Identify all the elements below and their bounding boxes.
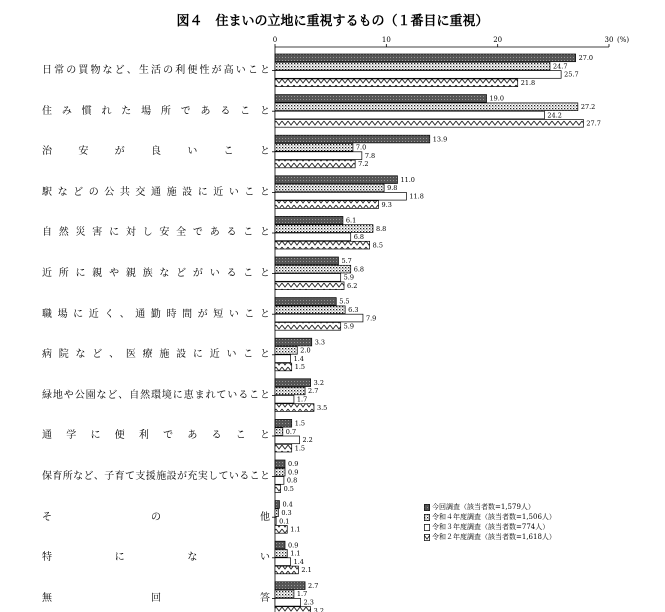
legend-swatch — [424, 524, 430, 531]
data-label: 2.7 — [308, 387, 319, 396]
bar — [275, 135, 430, 143]
legend-item — [424, 512, 556, 522]
data-label: 1.1 — [290, 549, 301, 558]
bar — [275, 387, 305, 395]
bar — [275, 607, 311, 612]
bar — [275, 566, 298, 574]
data-label: 6.2 — [347, 282, 358, 290]
bar — [275, 71, 561, 79]
bar — [275, 103, 578, 111]
bar — [275, 379, 311, 387]
data-label: 3.2 — [313, 378, 324, 387]
category-label: 無回答 — [42, 592, 270, 604]
category-label: 自然災害に対し安全であること — [42, 227, 270, 239]
legend-label: 今回調査（該当者数=1,579人） — [432, 503, 535, 511]
data-label: 1.7 — [296, 590, 308, 599]
data-label: 7.9 — [365, 314, 377, 323]
bar — [275, 298, 336, 306]
data-label: 5.9 — [343, 273, 355, 282]
data-label: 27.0 — [578, 54, 594, 63]
data-label: 21.8 — [520, 79, 536, 87]
data-label: 0.7 — [285, 427, 297, 436]
data-label: 8.8 — [375, 224, 387, 233]
legend-label: 令和２年度調査（該当者数=1,618人） — [432, 533, 556, 541]
bar — [275, 95, 487, 103]
category-label: 保育所など、子育て支援施設が充実していること — [42, 471, 270, 482]
data-label: 2.0 — [300, 346, 311, 355]
category-label: 駅などの公共交通施設に近いこと — [42, 186, 270, 198]
bar — [275, 233, 351, 241]
data-label: 6.1 — [345, 216, 357, 225]
legend-label: 令和４年度調査（該当者数=1,506人） — [432, 513, 556, 521]
bar — [275, 241, 370, 249]
bar — [275, 184, 384, 192]
bar — [275, 582, 305, 590]
bar — [275, 176, 397, 184]
data-label: 24.7 — [552, 62, 568, 71]
bar — [275, 201, 379, 209]
bar — [275, 152, 362, 160]
bar — [275, 404, 314, 412]
data-label: 0.4 — [282, 500, 293, 509]
data-label: 3.5 — [316, 403, 328, 412]
legend-swatch — [424, 534, 430, 541]
unit-label: (%) — [617, 36, 630, 44]
category-label: 治安が良いこと — [42, 146, 270, 158]
data-label: 11.8 — [409, 192, 424, 201]
data-label: 19.0 — [489, 94, 505, 103]
category-label: 病院など、医療施設に近いこと — [42, 349, 270, 361]
bar — [275, 306, 345, 314]
bar — [275, 347, 297, 355]
bar — [275, 192, 406, 200]
category-label: 特にない — [42, 552, 270, 564]
data-label: 27.7 — [586, 119, 601, 128]
category-label: 通学に便利であること — [42, 430, 270, 442]
data-label: 1.1 — [290, 525, 301, 534]
bar — [275, 338, 312, 346]
bar — [275, 436, 299, 444]
bar — [275, 225, 373, 233]
bar — [275, 160, 355, 168]
data-label: 1.4 — [293, 354, 304, 363]
category-label: 緑地や公園など、自然環境に恵まれていること — [42, 389, 270, 401]
data-label: 1.5 — [294, 363, 306, 372]
bar — [275, 395, 294, 403]
data-label: 7.8 — [364, 151, 376, 160]
x-tick-label: 10 — [381, 36, 391, 44]
data-label: 6.3 — [348, 306, 359, 314]
category-label: 職場に近く、通勤時間が短いこと — [42, 308, 270, 320]
data-label: 2.3 — [303, 598, 314, 607]
chart-legend — [424, 502, 556, 542]
data-label: 9.3 — [381, 200, 392, 209]
bar — [275, 444, 292, 452]
category-label: 近所に親や親族などがいること — [42, 268, 270, 279]
bar — [275, 62, 550, 70]
data-label: 0.8 — [286, 476, 298, 485]
data-label: 1.4 — [293, 557, 304, 566]
bar — [275, 144, 353, 152]
data-label: 1.5 — [294, 419, 306, 428]
bar — [275, 274, 341, 282]
data-label: 8.5 — [372, 241, 383, 250]
bar — [275, 526, 287, 534]
category-label: 日常の買物など、生活の利便性が高いこと — [42, 65, 270, 76]
category-label: その他 — [42, 511, 270, 523]
data-label: 2.1 — [301, 566, 312, 575]
data-label: 0.9 — [288, 460, 299, 469]
data-label: 0.1 — [279, 517, 290, 526]
bar — [275, 79, 518, 87]
chart-title: 図４ 住まいの立地に重視するもの（１番目に重視） — [176, 14, 489, 29]
data-label: 13.9 — [432, 135, 448, 144]
bar — [275, 468, 285, 476]
data-label: 1.5 — [294, 444, 306, 453]
x-tick-label: 0 — [272, 36, 278, 44]
data-label: 27.2 — [580, 103, 596, 111]
data-label: 25.7 — [564, 70, 579, 79]
bar — [275, 428, 283, 436]
data-label: 9.8 — [387, 184, 398, 193]
bar — [275, 257, 338, 265]
legend-label: 令和３年度調査（該当者数=774人） — [432, 523, 550, 531]
legend-item — [424, 522, 556, 532]
data-label: 7.0 — [355, 143, 367, 152]
data-label: 5.5 — [339, 297, 350, 306]
data-label: 0.5 — [283, 485, 294, 493]
bar — [275, 550, 287, 558]
bar — [275, 363, 292, 371]
data-label: 2.7 — [308, 581, 319, 590]
bar — [275, 558, 291, 566]
bar — [275, 590, 294, 598]
data-label: 7.2 — [358, 160, 369, 169]
bar — [275, 419, 292, 427]
data-label: 11.0 — [400, 175, 415, 184]
data-label: 3.3 — [314, 338, 326, 347]
bar — [275, 501, 279, 509]
data-label: 2.2 — [302, 436, 313, 445]
bar — [275, 282, 344, 290]
bar — [275, 323, 341, 331]
data-label: 0.9 — [288, 468, 299, 477]
legend-item — [424, 502, 556, 512]
bar — [275, 314, 363, 322]
legend-swatch — [424, 514, 430, 521]
data-label: 6.8 — [353, 265, 365, 274]
bar — [275, 265, 351, 273]
bar — [275, 460, 285, 468]
x-tick-label: 20 — [493, 36, 503, 44]
data-label: 3.2 — [313, 606, 324, 612]
data-label: 6.8 — [353, 233, 365, 242]
bar — [275, 355, 291, 363]
bar — [275, 598, 301, 606]
data-label: 5.7 — [341, 257, 352, 266]
legend-item — [424, 532, 556, 542]
category-label: 住み慣れた場所であること — [42, 105, 270, 117]
bar — [275, 54, 576, 62]
legend-swatch — [424, 504, 430, 511]
bar — [275, 111, 544, 119]
data-label: 0.3 — [281, 509, 292, 517]
data-label: 24.2 — [547, 111, 562, 120]
x-tick-label: 30 — [604, 36, 614, 44]
data-label: 1.7 — [296, 395, 308, 404]
bar — [275, 485, 281, 493]
data-label: 5.9 — [343, 322, 355, 331]
bar — [275, 541, 285, 549]
data-label: 0.9 — [288, 541, 299, 550]
bar — [275, 517, 276, 525]
bar — [275, 120, 583, 128]
bar — [275, 477, 284, 485]
bar — [275, 216, 343, 224]
bar — [275, 509, 278, 517]
